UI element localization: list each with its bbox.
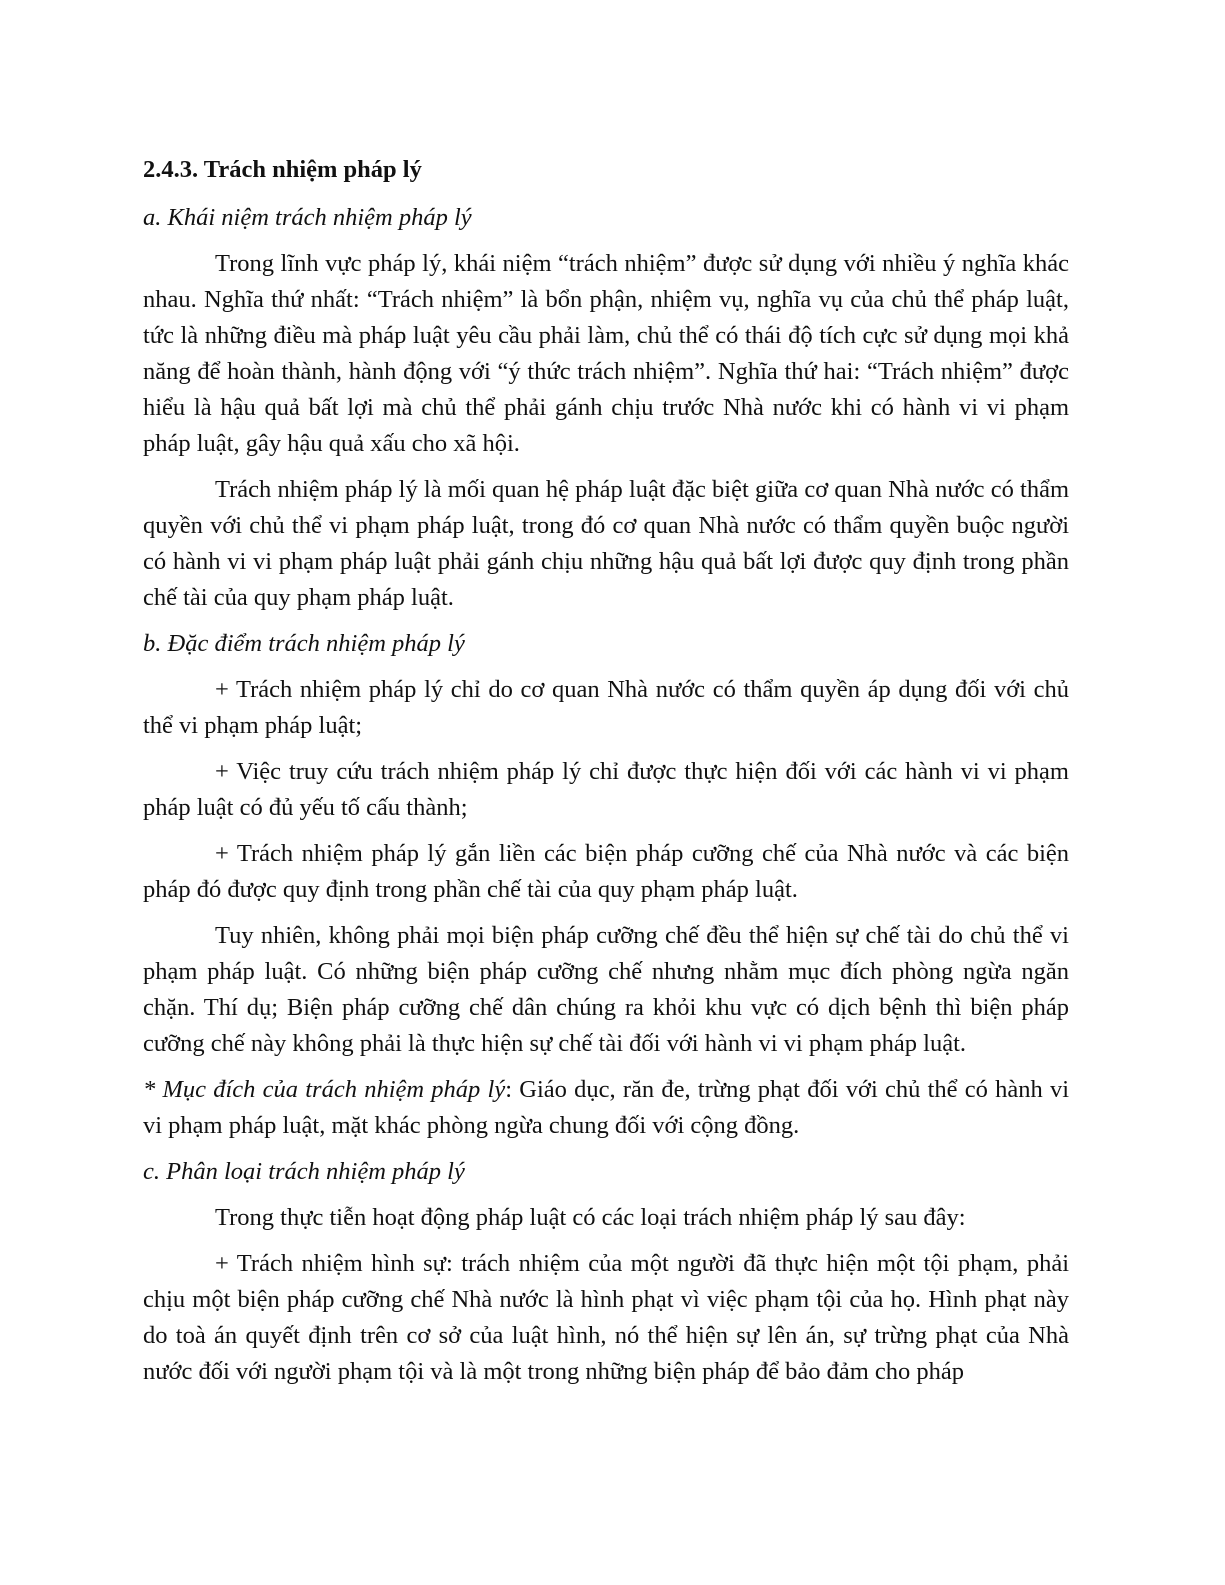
bullet-characteristic-1: + Trách nhiệm pháp lý chỉ do cơ quan Nhà nước có thẩm quyền áp dụng đối với chủ thể vi phạm pháp luật;: [143, 676, 1069, 739]
subheading-c: c. Phân loại trách nhiệm pháp lý: [143, 1158, 465, 1185]
paragraph-purpose: [143, 1072, 1069, 1144]
section-title: 2.4.3. Trách nhiệm pháp lý: [143, 156, 422, 183]
subheading-a: a. Khái niệm trách nhiệm pháp lý: [143, 204, 472, 231]
bullet-characteristic-3: + Trách nhiệm pháp lý gắn liền các biện pháp cưỡng chế của Nhà nước và các biện pháp đó được quy định trong phần chế tài của quy phạm pháp luật.: [143, 840, 1069, 903]
paragraph-definition-2: Trách nhiệm pháp lý là mối quan hệ pháp luật đặc biệt giữa cơ quan Nhà nước có thẩm quyền với chủ thể vi phạm pháp luật, trong đó cơ quan Nhà nước có thẩm quyền buộc người có hành vi vi phạm pháp luật phải gánh chịu những hậu quả bất lợi được quy định trong phần chế tài của quy phạm pháp luật.: [143, 476, 1069, 611]
paragraph-definition-1: Trong lĩnh vực pháp lý, khái niệm “trách nhiệm” được sử dụng với nhiều ý nghĩa khác nhau. Nghĩa thứ nhất: “Trách nhiệm” là bổn phận, nhiệm vụ, nghĩa vụ của chủ thể pháp luật, tức là những điều mà pháp luật yêu cầu phải làm, chủ thể có thái độ tích cực sử dụng mọi khả năng để hoàn thành, hành động với “ý thức trách nhiệm”. Nghĩa thứ hai: “Trách nhiệm” được hiểu là hậu quả bất lợi mà chủ thể phải gánh chịu trước Nhà nước khi có hành vi vi phạm pháp luật, gây hậu quả xấu cho xã hội.: [143, 250, 1069, 457]
purpose-text: : Giáo dục, răn đe, trừng phạt đối với chủ thể có hành vi vi phạm pháp luật, mặt khác phòng ngừa chung đối với cộng đồng.: [143, 1076, 1070, 1139]
page-content: [143, 150, 1069, 1400]
paragraph-classification-intro: Trong thực tiễn hoạt động pháp luật có các loại trách nhiệm pháp lý sau đây:: [215, 1204, 966, 1231]
purpose-label: * Mục đích của trách nhiệm pháp lý: [143, 1076, 506, 1103]
paragraph-coercion-note: Tuy nhiên, không phải mọi biện pháp cưỡng chế đều thể hiện sự chế tài do chủ thể vi phạm pháp luật. Có những biện pháp cưỡng chế nhưng nhằm mục đích phòng ngừa ngăn chặn. Thí dụ; Biện pháp cưỡng chế dân chúng ra khỏi khu vực có dịch bệnh thì biện pháp cưỡng chế này không phải là thực hiện sự chế tài đối với hành vi vi phạm pháp luật.: [143, 922, 1069, 1057]
bullet-characteristic-2: + Việc truy cứu trách nhiệm pháp lý chỉ được thực hiện đối với các hành vi vi phạm pháp luật có đủ yếu tố cấu thành;: [143, 758, 1069, 821]
bullet-criminal-liability: + Trách nhiệm hình sự: trách nhiệm của một người đã thực hiện một tội phạm, phải chịu một biện pháp cưỡng chế Nhà nước là hình phạt vì việc phạm tội của họ. Hình phạt này do toà án quyết định trên cơ sở của luật hình, nó thể hiện sự lên án, sự trừng phạt của Nhà nước đối với người phạm tội và là một trong những biện pháp để bảo đảm cho pháp: [143, 1250, 1069, 1385]
subheading-b: b. Đặc điểm trách nhiệm pháp lý: [143, 630, 465, 657]
